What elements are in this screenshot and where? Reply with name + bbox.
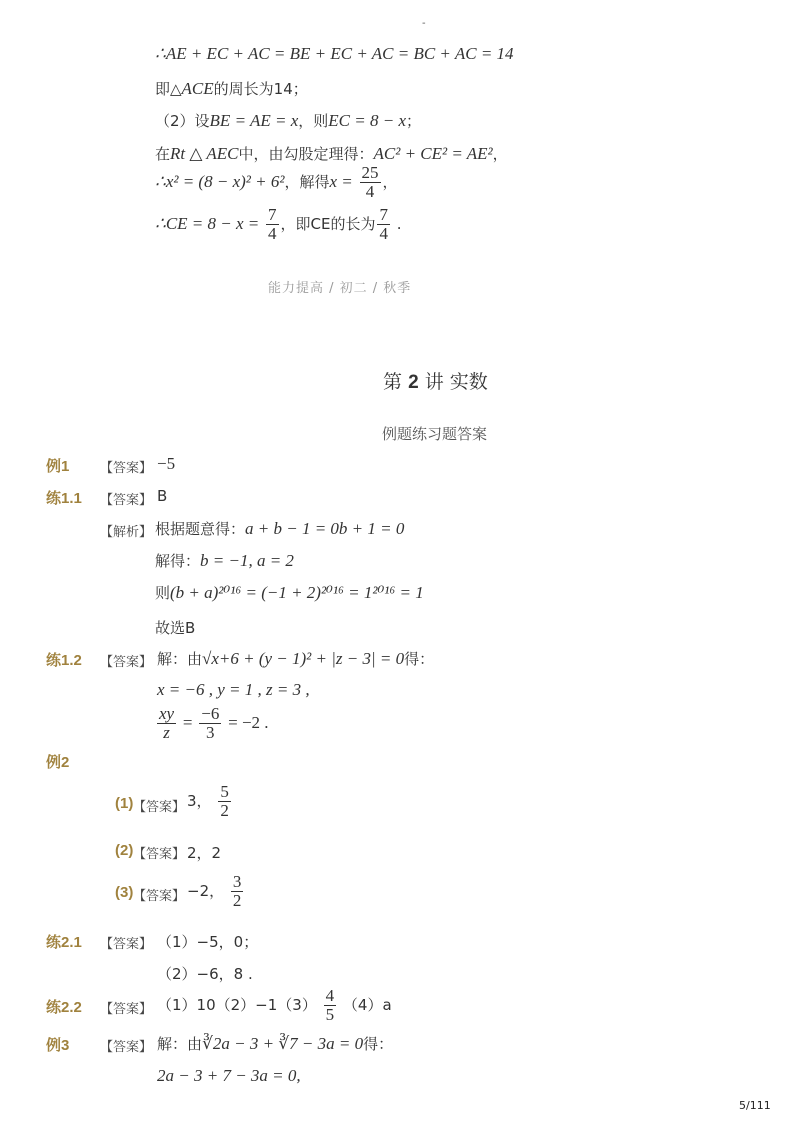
exercise-2-2-answer-tag: 【答案】 [100,1002,153,1017]
example-2-part-1-label: (1) [115,795,134,812]
answer-text: 3， [187,792,212,810]
fraction-denominator: 2 [220,801,229,820]
analysis-text: 则 [155,584,171,602]
prev-line-6-post: . [396,215,402,233]
fraction-denominator: 4 [268,224,277,243]
page-number: 5/111 [739,1099,771,1112]
solution-math: √x+6 + (y − 1)² + |z − 3| = 0 [202,649,405,668]
fraction-numerator: 4 [325,986,335,1005]
prev-line-2-pre: 即△ [155,80,182,98]
answer-text: −2， [187,882,225,900]
fraction-5-over-2 [218,783,231,820]
running-header: 能力提高 / 初二 / 秋季 [268,281,412,296]
equals-sign: = [182,713,193,732]
exercise-2-1-answer-2: （2）−6，8 . [157,965,253,983]
example-3-label: 例3 [46,1037,70,1054]
analysis-text: 根据题意得： [155,520,246,538]
prev-line-4-post: ， [492,145,508,163]
prev-line-3 [155,110,421,131]
prev-line-6-fraction-2 [377,206,390,243]
fraction-numerator: 5 [220,782,229,801]
exercise-2-2-label: 练2.2 [46,999,82,1016]
top-mark: - [422,18,426,29]
exercise-1-1-analysis-line-1 [155,518,404,539]
exercise-1-2-line-1 [157,648,434,669]
solution-text-end: 得： [363,1035,394,1053]
exercise-1-2-answer-tag: 【答案】 [100,655,153,670]
fraction-numerator: 7 [268,205,277,224]
solution-text-end: 得： [404,650,435,668]
example-2-part-1-answer [187,783,233,820]
fraction-numerator: xy [159,704,175,723]
prev-line-2-post: 的周长为14； [213,80,308,98]
fraction-denominator: 4 [379,224,388,243]
example-3-line-1 [157,1033,393,1054]
example-1-answer-tag: 【答案】 [100,461,153,476]
exercise-1-1-analysis-line-2 [155,550,294,571]
prev-line-4 [155,143,508,164]
analysis-math: a + b − 1 = 0b + 1 = 0 [245,519,405,538]
fraction-denominator: 5 [325,1005,335,1024]
lecture-number: 2 [408,372,419,393]
example-2-part-3-label: (3) [115,884,134,901]
analysis-math: b = −1, a = 2 [200,551,294,570]
exercise-1-1-analysis-tag: 【解析】 [100,525,153,540]
prev-line-2 [155,78,308,99]
example-2-part-2-tag: 【答案】 [133,847,186,862]
result: = −2 . [228,713,269,732]
fraction-4-over-5 [324,987,337,1024]
prev-line-5-post: ， [382,173,398,191]
answer-text-end: （4）a [342,996,392,1014]
exercise-1-1-label: 练1.1 [46,490,82,507]
prev-line-6 [155,206,402,243]
fraction-denominator: 3 [206,723,215,742]
example-2-part-3-answer [187,873,245,910]
prev-line-4-math-2: AC² + CE² = AE² [373,144,493,163]
prev-line-5-fraction [360,164,381,201]
example-3-answer-tag: 【答案】 [100,1040,153,1055]
prev-line-2-math: ACE [181,79,214,98]
prev-line-3-math-1: BE = AE = x [209,111,299,130]
prev-line-5-mid: ，解得 [284,173,330,191]
exercise-1-2-label: 练1.2 [46,652,82,669]
lecture-title-post: 讲 实数 [424,371,488,393]
prev-line-6-fraction-1 [266,206,279,243]
example-2-part-2-label: (2) [115,842,134,859]
example-2-part-1-tag: 【答案】 [133,800,186,815]
solution-text: 解：由 [157,1035,203,1053]
fraction-numerator: 7 [379,205,388,224]
prev-line-3-math-2: EC = 8 − x [328,111,406,130]
prev-line-3-pre: （2）设 [155,112,210,130]
example-3-line-2: 2a − 3 + 7 − 3a = 0, [157,1066,301,1085]
exercise-1-1-answer: B [157,487,168,505]
example-1-answer: −5 [157,454,176,473]
example-2-label: 例2 [46,754,70,771]
fraction-denominator: 2 [232,891,242,910]
analysis-text: 解得： [155,552,201,570]
solution-text: 解：由 [157,650,203,668]
exercise-1-2-line-3 [155,705,269,742]
example-2-part-3-tag: 【答案】 [133,889,186,904]
prev-line-6-mid: ，即CE的长为 [280,215,376,233]
exercise-2-1-answer-1: （1）−5，0； [157,933,259,951]
prev-line-4-pre: 在 [155,145,171,163]
exercise-2-2-answer [157,987,392,1024]
answer-text: （1）10（2）−1（3） [157,996,317,1014]
fraction-neg6-over-3 [199,705,221,742]
fraction-numerator: −6 [201,704,220,723]
section-subtitle: 例题练习题答案 [382,425,488,443]
exercise-1-1-answer-tag: 【答案】 [100,493,153,508]
exercise-2-1-answer-tag: 【答案】 [100,937,153,952]
fraction-numerator: 3 [232,872,242,891]
exercise-1-1-analysis-line-4: 故选B [155,619,196,637]
prev-line-3-mid: ，则 [298,112,329,130]
lecture-title-pre: 第 [383,371,403,393]
prev-line-3-post: ； [406,112,422,130]
fraction-denominator: z [163,723,170,742]
prev-line-5 [155,164,398,201]
prev-line-6-math: ∴CE = 8 − x = [155,214,260,233]
exercise-1-2-line-2: x = −6 , y = 1 , z = 3 , [157,680,310,699]
prev-line-4-mid: 中，由勾股定理得： [238,145,374,163]
example-2-part-2-answer: 2，2 [187,844,222,862]
fraction-xy-over-z [157,705,176,742]
prev-line-1: ∴AE + EC + AC = BE + EC + AC = BC + AC = 14 [155,44,514,63]
exercise-1-1-analysis-line-3 [155,582,424,603]
example-1-label: 例1 [46,458,70,475]
lecture-title [383,367,488,394]
prev-line-5-math-1: ∴x² = (8 − x)² + 6² [155,172,285,191]
fraction-3-over-2 [231,873,244,910]
prev-line-4-math-1: Rt △ AEC [170,144,239,163]
fraction-numerator: 25 [361,163,379,182]
solution-math: ∛2a − 3 + ∛7 − 3a = 0 [202,1034,364,1053]
fraction-denominator: 4 [365,182,375,201]
exercise-2-1-label: 练2.1 [46,934,82,951]
prev-line-5-math-2: x = [329,172,353,191]
analysis-math: (b + a)²⁰¹⁶ = (−1 + 2)²⁰¹⁶ = 1²⁰¹⁶ = 1 [170,583,424,602]
